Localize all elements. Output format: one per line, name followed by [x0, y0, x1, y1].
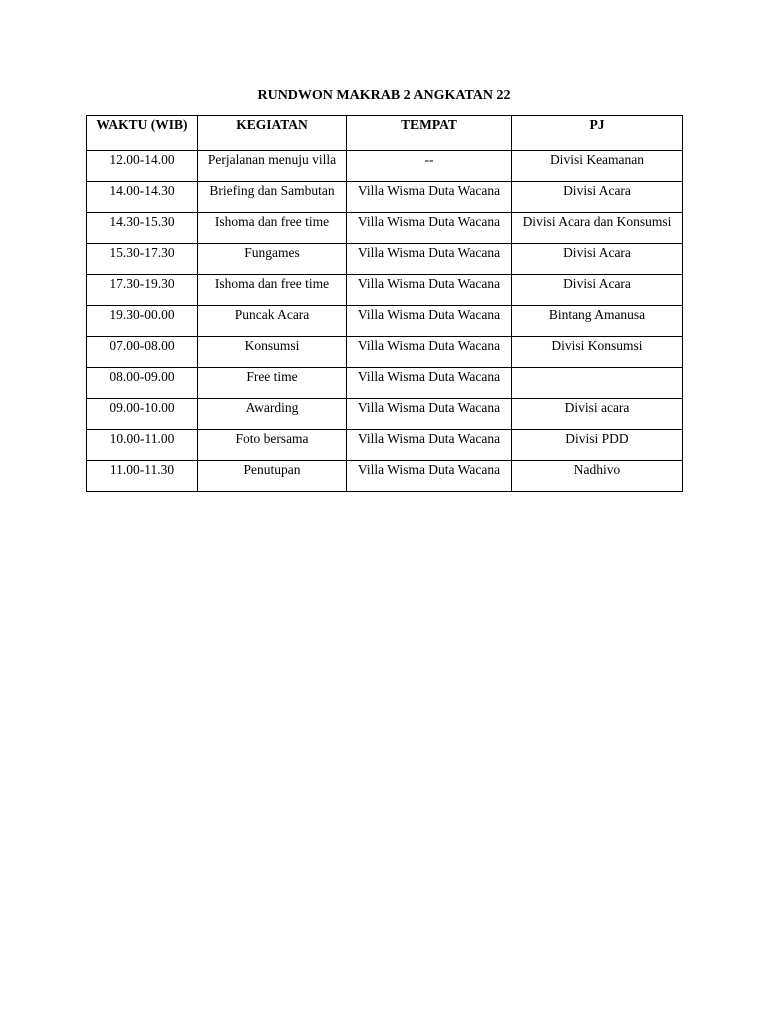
cell-kegiatan: Penutupan [198, 461, 347, 492]
cell-kegiatan: Konsumsi [198, 337, 347, 368]
cell-tempat: Villa Wisma Duta Wacana [347, 306, 512, 337]
table-row [87, 430, 683, 461]
cell-kegiatan: Puncak Acara [198, 306, 347, 337]
table-body [87, 151, 683, 492]
table-row [87, 213, 683, 244]
cell-waktu: 14.30-15.30 [87, 213, 198, 244]
table-row [87, 244, 683, 275]
cell-pj: Divisi Acara dan Konsumsi [512, 213, 683, 244]
cell-pj: Divisi Acara [512, 275, 683, 306]
cell-tempat: Villa Wisma Duta Wacana [347, 337, 512, 368]
table-row [87, 461, 683, 492]
cell-kegiatan: Free time [198, 368, 347, 399]
table-row [87, 182, 683, 213]
cell-kegiatan: Fungames [198, 244, 347, 275]
cell-kegiatan: Briefing dan Sambutan [198, 182, 347, 213]
cell-pj: Divisi Acara [512, 244, 683, 275]
cell-tempat: Villa Wisma Duta Wacana [347, 368, 512, 399]
cell-pj: Bintang Amanusa [512, 306, 683, 337]
cell-tempat: Villa Wisma Duta Wacana [347, 430, 512, 461]
cell-pj: Divisi PDD [512, 430, 683, 461]
cell-pj: Divisi acara [512, 399, 683, 430]
cell-tempat: Villa Wisma Duta Wacana [347, 461, 512, 492]
cell-tempat: Villa Wisma Duta Wacana [347, 275, 512, 306]
document-title: RUNDWON MAKRAB 2 ANGKATAN 22 [257, 88, 511, 103]
cell-waktu: 08.00-09.00 [87, 368, 198, 399]
cell-waktu: 12.00-14.00 [87, 151, 198, 182]
table-row [87, 306, 683, 337]
header-pj: PJ [512, 116, 683, 151]
header-kegiatan: KEGIATAN [198, 116, 347, 151]
cell-waktu: 14.00-14.30 [87, 182, 198, 213]
cell-tempat: Villa Wisma Duta Wacana [347, 182, 512, 213]
header-waktu: WAKTU (WIB) [87, 116, 198, 151]
cell-pj: Divisi Keamanan [512, 151, 683, 182]
cell-kegiatan: Awarding [198, 399, 347, 430]
cell-waktu: 15.30-17.30 [87, 244, 198, 275]
header-tempat: TEMPAT [347, 116, 512, 151]
cell-tempat: Villa Wisma Duta Wacana [347, 213, 512, 244]
header-row [87, 116, 683, 151]
table-row [87, 151, 683, 182]
table-row [87, 337, 683, 368]
cell-pj: Divisi Acara [512, 182, 683, 213]
cell-kegiatan: Perjalanan menuju villa [198, 151, 347, 182]
table-row [87, 399, 683, 430]
cell-pj [512, 368, 683, 399]
cell-kegiatan: Ishoma dan free time [198, 213, 347, 244]
cell-kegiatan: Ishoma dan free time [198, 275, 347, 306]
cell-tempat: Villa Wisma Duta Wacana [347, 399, 512, 430]
cell-kegiatan: Foto bersama [198, 430, 347, 461]
cell-waktu: 09.00-10.00 [87, 399, 198, 430]
cell-waktu: 11.00-11.30 [87, 461, 198, 492]
cell-tempat: -- [347, 151, 512, 182]
cell-waktu: 19.30-00.00 [87, 306, 198, 337]
cell-pj: Divisi Konsumsi [512, 337, 683, 368]
schedule-table [86, 115, 683, 492]
cell-waktu: 10.00-11.00 [87, 430, 198, 461]
table-row [87, 275, 683, 306]
cell-tempat: Villa Wisma Duta Wacana [347, 244, 512, 275]
table-row [87, 368, 683, 399]
cell-pj: Nadhivo [512, 461, 683, 492]
cell-waktu: 17.30-19.30 [87, 275, 198, 306]
cell-waktu: 07.00-08.00 [87, 337, 198, 368]
table-header [87, 116, 683, 151]
